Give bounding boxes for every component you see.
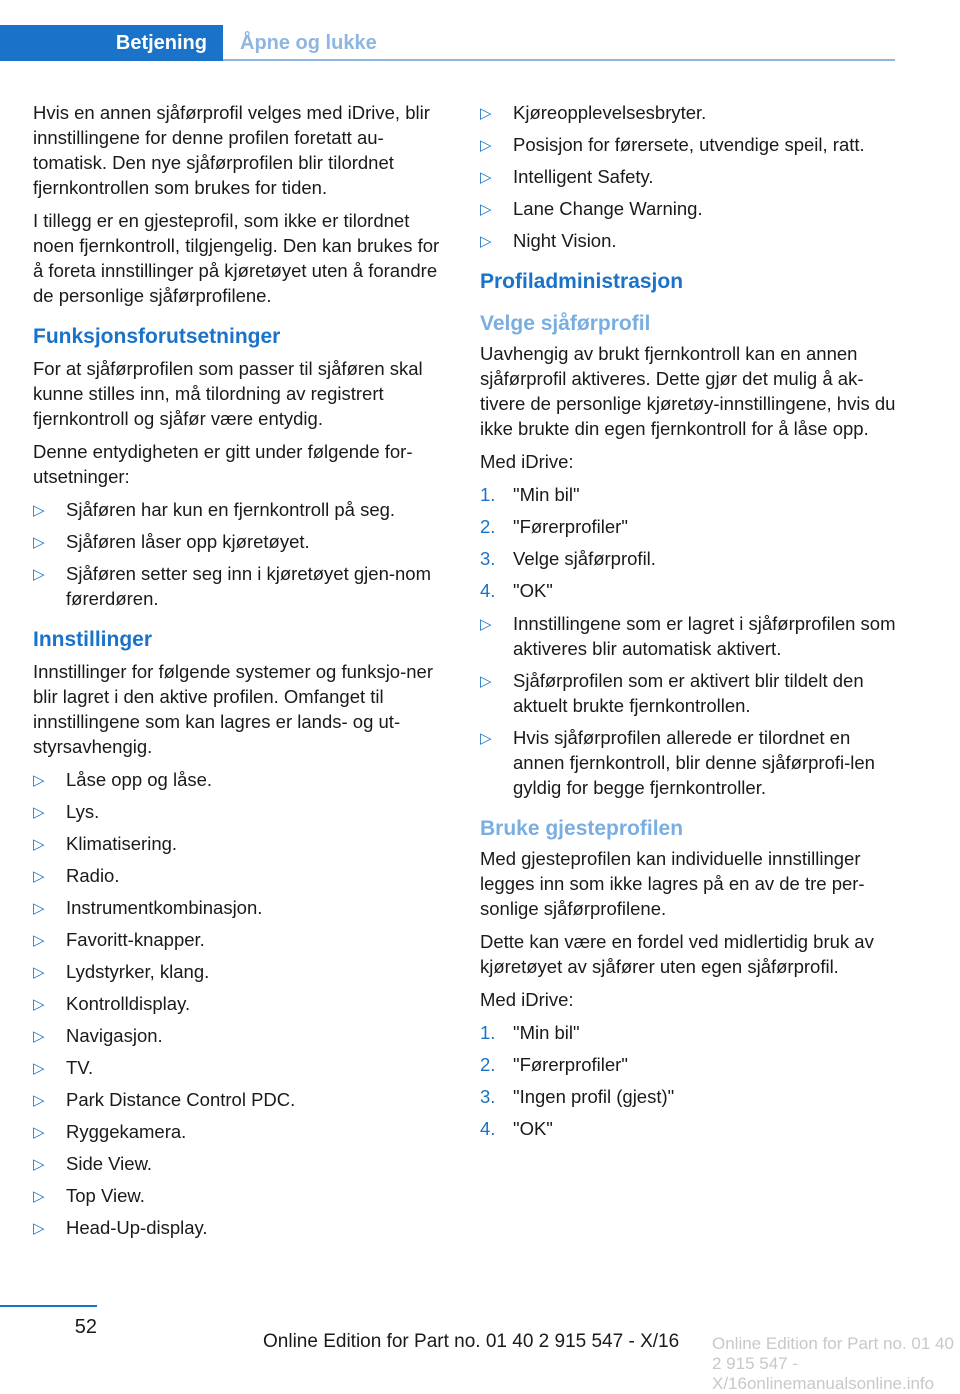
list-item-text: Sjåføren har kun en fjernkontroll på seg. — [66, 499, 396, 520]
step-number: 4. — [480, 1118, 496, 1139]
list-item — [33, 1055, 451, 1080]
step-item — [480, 1116, 898, 1141]
list-item — [480, 164, 898, 189]
list-item — [480, 228, 898, 253]
right-column — [480, 100, 898, 1149]
list-item-text: Instrumentkombinasjon. — [66, 897, 263, 918]
triangle-bullet-icon: ▷ — [480, 673, 492, 690]
select-paragraph-2: Med iDrive: — [480, 451, 574, 472]
step-number: 2. — [480, 1054, 496, 1075]
list-item-text: Intelligent Safety. — [513, 166, 654, 187]
step-text: "OK" — [513, 1118, 553, 1139]
list-item-text: Lane Change Warning. — [513, 198, 703, 219]
heading-functional-prerequisites: Funksjonsforutsetninger — [33, 325, 281, 348]
footer-divider — [0, 1305, 97, 1307]
list-item — [480, 100, 898, 125]
list-item-text: Kjøreopplevelsesbryter. — [513, 102, 707, 123]
list-item-text: Klimatisering. — [66, 833, 178, 854]
settings-list-continued — [480, 100, 898, 253]
step-text: Velge sjåførprofil. — [513, 548, 656, 569]
step-number: 4. — [480, 580, 496, 601]
left-column — [33, 100, 451, 1248]
list-item-text: Hvis sjåførprofilen allerede er tilordnet en annen fjernkontroll, blir denne sjåførprofi-len gyldig for begge fjernkontroller. — [513, 727, 875, 798]
settings-paragraph: Innstillinger for følgende systemer og funksjo-ner blir lagret i den aktive profilen. Omfanget til innstillingene som kan lagres er lands- og ut-styrsavhengig. — [33, 661, 433, 757]
edition-text: Online Edition for Part no. 01 40 2 915 547 - X/16 — [263, 1331, 680, 1352]
list-item-text: Sjåførprofilen som er aktivert blir tildelt den aktuelt brukte fjernkontrollen. — [513, 670, 864, 716]
step-item — [480, 1052, 898, 1077]
list-item-text: Posisjon for førersete, utvendige speil, ratt. — [513, 134, 865, 155]
func-paragraph-2: Denne entydigheten er gitt under følgende for-utsetninger: — [33, 441, 413, 487]
step-item — [480, 1084, 898, 1109]
step-item — [480, 578, 898, 603]
step-text: "Min bil" — [513, 484, 580, 505]
triangle-bullet-icon: ▷ — [33, 1188, 45, 1205]
step-item — [480, 546, 898, 571]
triangle-bullet-icon: ▷ — [33, 1124, 45, 1141]
list-item-text: TV. — [66, 1057, 94, 1078]
triangle-bullet-icon: ▷ — [33, 996, 45, 1013]
triangle-bullet-icon: ▷ — [33, 932, 45, 949]
list-item-text: Låse opp og låse. — [66, 769, 213, 790]
list-item — [33, 529, 451, 554]
list-item — [33, 863, 451, 888]
list-item-text: Kontrolldisplay. — [66, 993, 191, 1014]
list-item — [480, 132, 898, 157]
step-number: 2. — [480, 516, 496, 537]
page-header — [0, 25, 895, 61]
list-item — [33, 1215, 451, 1240]
triangle-bullet-icon: ▷ — [480, 137, 492, 154]
func-paragraph-1: For at sjåførprofilen som passer til sjåføren skal kunne stilles inn, må tilordning av registrert fjernkontroll og sjåfør være entydig. — [33, 358, 423, 429]
select-notes — [480, 611, 898, 800]
step-text: "Førerprofiler" — [513, 516, 628, 537]
list-item-text: Sjåføren setter seg inn i kjøretøyet gjen-nom førerdøren. — [66, 563, 432, 609]
triangle-bullet-icon: ▷ — [33, 534, 45, 551]
triangle-bullet-icon: ▷ — [33, 1220, 45, 1237]
intro-paragraph-1: Hvis en annen sjåførprofil velges med iDrive, blir innstillingene for denne profilen foretatt au-tomatisk. Den nye sjåførprofilen blir tilordnet fjernkontrollen som brukes for tiden. — [33, 102, 430, 198]
heading-settings: Innstillinger — [33, 628, 153, 651]
triangle-bullet-icon: ▷ — [33, 964, 45, 981]
triangle-bullet-icon: ▷ — [33, 836, 45, 853]
step-number: 1. — [480, 484, 496, 505]
list-item-text: Head-Up-display. — [66, 1217, 208, 1238]
list-item — [33, 799, 451, 824]
step-text: "Min bil" — [513, 1022, 580, 1043]
heading-select-driver-profile: Velge sjåførprofil — [480, 312, 651, 335]
list-item — [33, 1023, 451, 1048]
list-item-text: Night Vision. — [513, 230, 617, 251]
header-divider — [223, 59, 895, 61]
select-paragraph-1: Uavhengig av brukt fjernkontroll kan en annen sjåførprofil aktiveres. Dette gjør det mulig å ak-tivere de personlige kjøretøy-innstillingene, hvis du ikke brukte din egen fjernkontroll for å låse opp. — [480, 343, 896, 439]
section-tab-inactive[interactable]: Åpne og lukke — [240, 32, 377, 54]
list-item — [33, 831, 451, 856]
list-item — [33, 1119, 451, 1144]
list-item-text: Side View. — [66, 1153, 153, 1174]
intro-paragraph-2: I tillegg er en gjesteprofil, som ikke er tilordnet noen fjernkontroll, tilgjengelig. Den kan brukes for å foreta innstillinger på kjøretøyet uten å forandre de personlige sjåførprofilene. — [33, 210, 440, 306]
list-item-text: Radio. — [66, 865, 120, 886]
triangle-bullet-icon: ▷ — [480, 233, 492, 250]
list-item-text: Navigasjon. — [66, 1025, 163, 1046]
list-item — [33, 959, 451, 984]
triangle-bullet-icon: ▷ — [33, 502, 45, 519]
list-item — [480, 196, 898, 221]
list-item — [480, 668, 898, 718]
triangle-bullet-icon: ▷ — [33, 868, 45, 885]
heading-profile-admin: Profiladministrasjon — [480, 270, 684, 293]
guest-paragraph-1: Med gjesteprofilen kan individuelle innstillinger legges inn som ikke lagres på en av de tre per-sonlige sjåførprofilene. — [480, 848, 865, 919]
list-item — [480, 611, 898, 661]
triangle-bullet-icon: ▷ — [480, 730, 492, 747]
list-item-text: Favoritt-knapper. — [66, 929, 205, 950]
select-steps — [480, 482, 898, 603]
step-text: "Ingen profil (gjest)" — [513, 1086, 675, 1107]
list-item-text: Ryggekamera. — [66, 1121, 187, 1142]
triangle-bullet-icon: ▷ — [33, 566, 45, 583]
list-item — [33, 767, 451, 792]
triangle-bullet-icon: ▷ — [33, 1060, 45, 1077]
step-number: 3. — [480, 1086, 496, 1107]
triangle-bullet-icon: ▷ — [33, 900, 45, 917]
step-text: "OK" — [513, 580, 553, 601]
list-item — [33, 1087, 451, 1112]
list-item-text: Innstillingene som er lagret i sjåførprofilen som aktiveres blir automatisk aktivert. — [513, 613, 896, 659]
list-item — [480, 725, 898, 800]
list-item — [33, 895, 451, 920]
guest-paragraph-3: Med iDrive: — [480, 989, 574, 1010]
list-item-text: Lydstyrker, klang. — [66, 961, 210, 982]
list-item — [33, 1151, 451, 1176]
triangle-bullet-icon: ▷ — [480, 616, 492, 633]
list-item — [33, 561, 451, 611]
step-text: "Førerprofiler" — [513, 1054, 628, 1075]
step-item — [480, 514, 898, 539]
step-item — [480, 1020, 898, 1045]
list-item-text: Lys. — [66, 801, 100, 822]
func-list — [33, 497, 451, 611]
heading-use-guest-profile: Bruke gjesteprofilen — [480, 817, 684, 840]
triangle-bullet-icon: ▷ — [33, 1156, 45, 1173]
step-number: 1. — [480, 1022, 496, 1043]
list-item — [33, 1183, 451, 1208]
guest-paragraph-2: Dette kan være en fordel ved midlertidig bruk av kjøretøyet av sjåfører uten egen sjåførprofil. — [480, 931, 874, 977]
triangle-bullet-icon: ▷ — [480, 105, 492, 122]
list-item — [33, 991, 451, 1016]
triangle-bullet-icon: ▷ — [33, 1028, 45, 1045]
guest-steps — [480, 1020, 898, 1141]
list-item-text: Sjåføren låser opp kjøretøyet. — [66, 531, 310, 552]
triangle-bullet-icon: ▷ — [33, 804, 45, 821]
triangle-bullet-icon: ▷ — [33, 1092, 45, 1109]
list-item — [33, 927, 451, 952]
page-number: 52 — [74, 1316, 97, 1338]
step-item — [480, 482, 898, 507]
step-number: 3. — [480, 548, 496, 569]
list-item — [33, 497, 451, 522]
triangle-bullet-icon: ▷ — [480, 201, 492, 218]
settings-list — [33, 767, 451, 1240]
triangle-bullet-icon: ▷ — [480, 169, 492, 186]
list-item-text: Park Distance Control PDC. — [66, 1089, 296, 1110]
triangle-bullet-icon: ▷ — [33, 772, 45, 789]
watermark: Online Edition for Part no. 01 40 2 915 547 - X/16onlinemanualsonline.info — [712, 1334, 954, 1393]
section-tab-active[interactable]: Betjening — [0, 25, 223, 61]
list-item-text: Top View. — [66, 1185, 145, 1206]
